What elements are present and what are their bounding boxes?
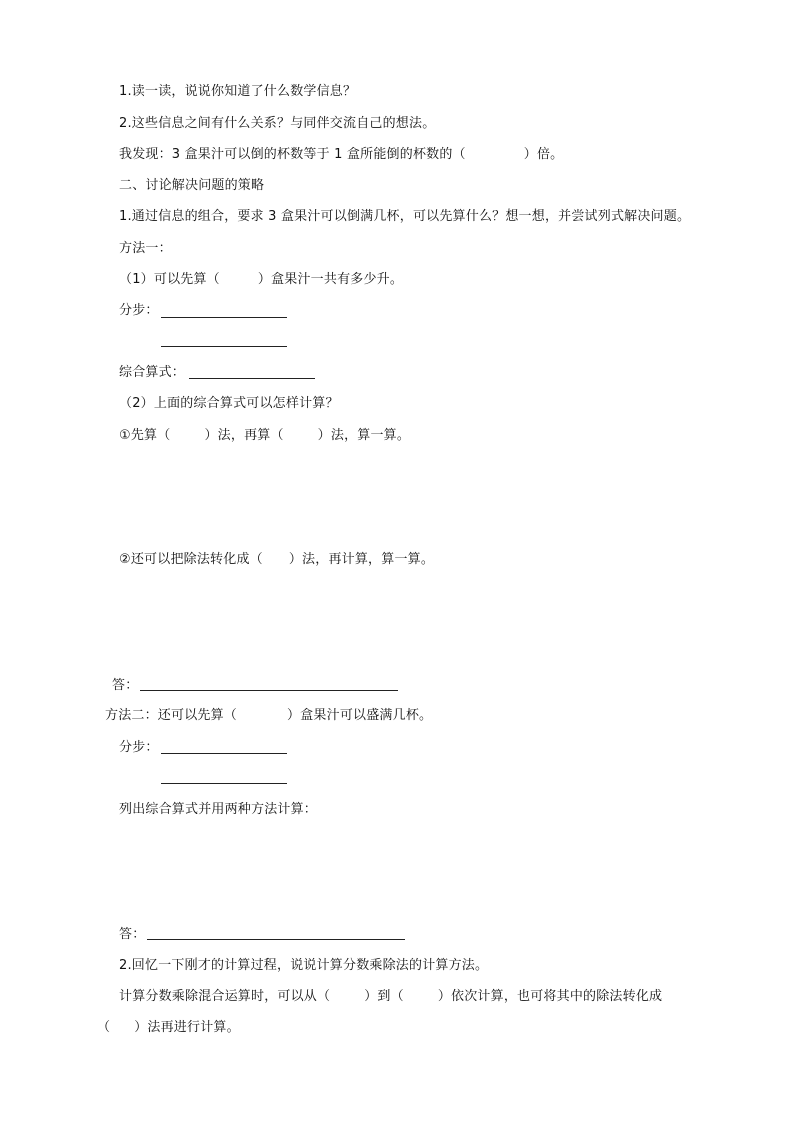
summary-line-2 (97, 1019, 240, 1037)
method-1-step-2: （2）上面的综合算式可以怎样计算？ (119, 396, 339, 411)
method-1-zonghe-label: 综合算式： (119, 365, 186, 380)
summary-part-a: 计算分数乘除混合运算时，可以从（ (119, 989, 331, 1004)
method-2-fenbu-label: 分步： (119, 740, 159, 755)
method-2-fenbu-line-2[interactable] (161, 783, 287, 784)
method-1-zonghe-line[interactable] (189, 378, 315, 379)
option-2-part-a: ②还可以把除法转化成（ (119, 552, 263, 567)
method-1-fenbu-label: 分步： (119, 303, 159, 318)
section-2-heading: 二、讨论解决问题的策略 (119, 178, 265, 193)
summary-part-e: ）法再进行计算。 (134, 1020, 240, 1035)
method-2-sentence (105, 707, 432, 725)
method-2-list-instruction: 列出综合算式并用两种方法计算： (119, 802, 318, 817)
answer-2-line[interactable] (147, 939, 405, 940)
method-2-suffix: ）盒果汁可以盛满几杯。 (287, 708, 433, 723)
option-1-part-c: ）法，算一算。 (317, 428, 411, 443)
method-1-option-2 (119, 551, 434, 569)
recall-question: 2.回忆一下刚才的计算过程，说说计算分数乘除法的计算方法。 (119, 958, 489, 973)
section-2-question-1: 1.通过信息的组合，要求 3 盒果汁可以倒满几杯，可以先算什么？想一想，并尝试列式解决问题。 (119, 209, 691, 224)
summary-part-d: （ (97, 1020, 111, 1035)
summary-part-b: ）到（ (364, 989, 404, 1004)
answer-1-line[interactable] (140, 690, 398, 691)
summary-part-c: ）依次计算，也可将其中的除法转化成 (437, 989, 663, 1004)
step-1-prefix: （1）可以先算（ (119, 272, 220, 287)
answer-1-label: 答： (112, 678, 139, 693)
method-1-fenbu-line-2[interactable] (161, 346, 287, 347)
question-2: 2.这些信息之间有什么关系？与同伴交流自己的想法。 (119, 116, 436, 131)
question-1: 1.读一读，说说你知道了什么数学信息？ (119, 84, 357, 99)
method-1-step-1 (119, 271, 403, 289)
answer-2-label: 答： (119, 927, 146, 942)
finding-suffix: ）倍。 (523, 147, 564, 162)
method-2-fenbu-line-1[interactable] (161, 753, 287, 754)
method-1-fenbu-line-1[interactable] (161, 317, 287, 318)
option-1-part-b: ）法，再算（ (204, 428, 284, 443)
method-1-option-1 (119, 427, 410, 445)
finding-prefix: 我发现：3 盒果汁可以倒的杯数等于 1 盒所能倒的杯数的（ (119, 147, 466, 162)
step-1-suffix: ）盒果汁一共有多少升。 (257, 272, 404, 287)
summary-line-1 (119, 988, 662, 1006)
method-1-label: 方法一： (119, 241, 172, 256)
method-2-prefix: 方法二：还可以先算（ (105, 708, 238, 723)
option-1-part-a: ①先算（ (119, 428, 171, 443)
finding-sentence (119, 146, 563, 164)
option-2-part-b: ）法，再计算，算一算。 (288, 552, 435, 567)
